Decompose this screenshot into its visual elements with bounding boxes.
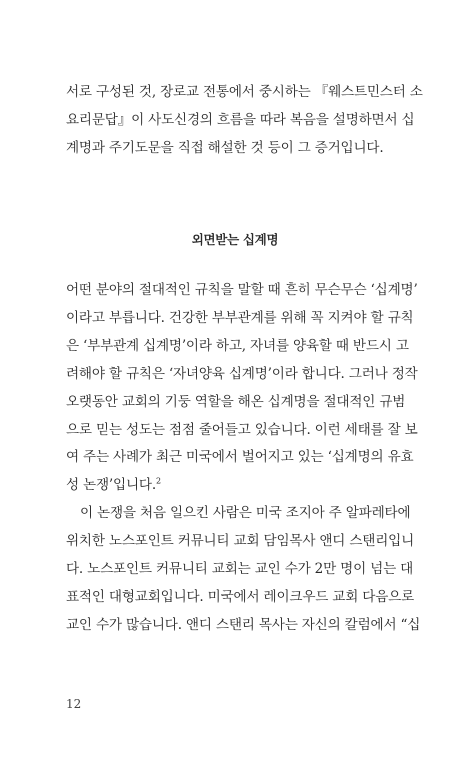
text-line: 다. 노스포인트 커뮤니티 교회는 교인 수가 2만 명이 넘는 대 [66, 561, 414, 578]
text-line [66, 472, 402, 500]
text-line: 이라고 부릅니다. 건강한 부부관계를 위해 꼭 지켜야 할 규칙 [66, 309, 414, 326]
intro-paragraph [66, 78, 423, 162]
text-line-content: 성 논쟁’입니다. [66, 477, 156, 494]
text-line: 오랫동안 교회의 기둥 역할을 해온 십계명을 절대적인 규범 [66, 393, 406, 410]
text-line: 으로 믿는 성도는 점점 줄어들고 있습니다. 이런 세태를 잘 보 [66, 421, 418, 438]
section-heading: 외면받는 십계명 [191, 232, 279, 247]
text-line: 은 ‘부부관계 십계명’이라 하고, 자녀를 양육할 때 반드시 고 [66, 337, 409, 354]
text-line: 표적인 대형교회입니다. 미국에서 레이크우드 교회 다음으로 [66, 588, 415, 605]
text-line: 이 논쟁을 처음 일으킨 사람은 미국 조지아 주 알파레타에 [80, 505, 411, 522]
body-text [66, 277, 421, 640]
text-line: 요리문답』이 사도신경의 흐름을 따라 복음을 설명하면서 십 [66, 112, 415, 128]
text-line: 여 주는 사례가 최근 미국에서 벌어지고 있는 ‘십계명의 유효 [66, 449, 414, 466]
page-number: 12 [66, 697, 82, 711]
text-line: 교인 수가 많습니다. 앤디 스탠리 목사는 자신의 칼럼에서 “십 [66, 616, 421, 633]
text-line: 위치한 노스포인트 커뮤니티 교회 담임목사 앤디 스탠리입니 [66, 533, 415, 550]
text-line: 서로 구성된 것, 장로교 전통에서 중시하는 『웨스트민스터 소 [66, 84, 423, 100]
text-line: 려해야 할 규칙은 ‘자녀양육 십계명’이라 합니다. 그러나 정작 [66, 365, 418, 382]
text-line: 계명과 주기도문을 직접 해설한 것 등이 그 증거입니다. [66, 140, 384, 156]
footnote-marker[interactable]: 2 [155, 476, 161, 486]
text-line: 어떤 분야의 절대적인 규칙을 말할 때 흔히 무슨무슨 ‘십계명’ [66, 282, 418, 298]
